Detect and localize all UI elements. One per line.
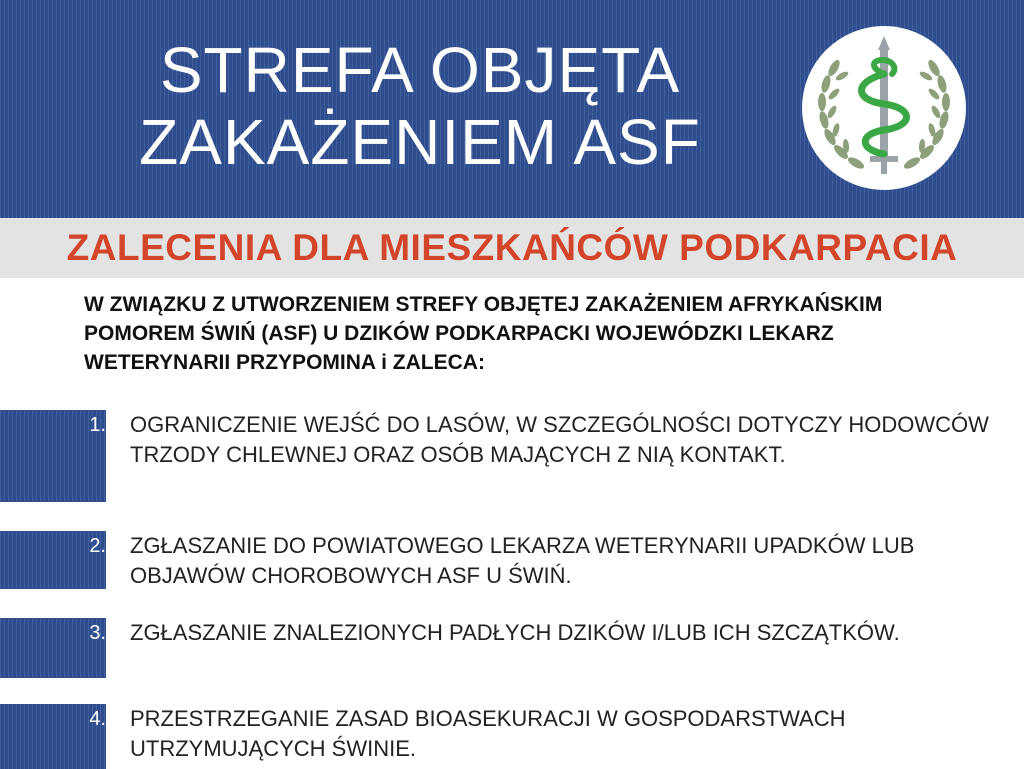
item-number: 4. bbox=[89, 708, 106, 730]
item-text: PRZESTRZEGANIE ZASAD BIOASEKURACJI W GOSPODARSTWACH UTRZYMUJĄCYCH ŚWINIE. bbox=[130, 706, 846, 761]
item-text: ZGŁASZANIE ZNALEZIONYCH PADŁYCH DZIKÓW I/LUB ICH SZCZĄTKÓW. bbox=[130, 620, 900, 645]
item-number: 1. bbox=[89, 414, 106, 436]
item-text: OGRANICZENIE WEJŚĆ DO LASÓW, W SZCZEGÓLNOŚCI DOTYCZY HODOWCÓW TRZODY CHLEWNEJ ORAZ OSÓB MAJĄCYCH Z NIĄ KONTAKT. bbox=[130, 412, 989, 467]
veterinary-emblem-icon bbox=[800, 24, 968, 192]
subtitle-heading: ZALECENIA DLA MIESZKAŃCÓW PODKARPACIA bbox=[66, 227, 958, 268]
item-number: 2. bbox=[89, 535, 106, 557]
title-line-2: ZAKAŻENIEM ASF bbox=[139, 106, 701, 178]
item-number: 3. bbox=[89, 622, 106, 644]
item-text: ZGŁASZANIE DO POWIATOWEGO LEKARZA WETERYNARII UPADKÓW LUB OBJAWÓW CHOROBOWYCH ASF U ŚWIŃ. bbox=[130, 533, 915, 588]
subtitle-band bbox=[0, 218, 1024, 278]
header-banner bbox=[0, 0, 1024, 218]
intro-paragraph: W ZWIĄZKU Z UTWORZENIEM STREFY OBJĘTEJ ZAKAŻENIEM AFRYKAŃSKIM POMOREM ŚWIŃ (ASF) U DZIKÓW PODKARPACKI WOJEWÓDZKI LEKARZ WETERYNARII PRZYPOMINA i ZALECA: bbox=[84, 293, 883, 374]
page-title bbox=[60, 34, 780, 178]
title-line-1: STREFA OBJĘTA bbox=[159, 34, 681, 106]
